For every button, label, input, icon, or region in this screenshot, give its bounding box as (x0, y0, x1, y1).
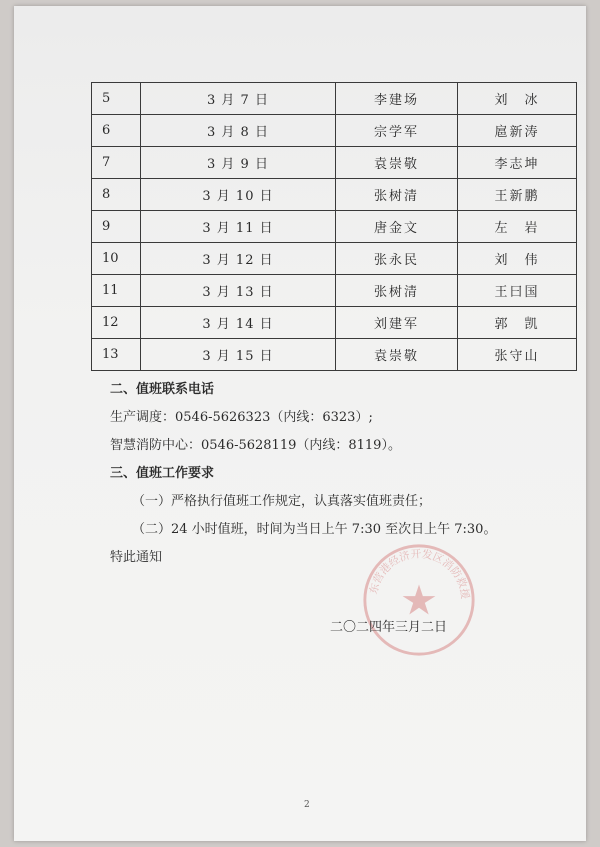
duty-roster-body (92, 83, 577, 371)
section-heading-requirements: 三、值班工作要求 (110, 466, 215, 481)
duty-staff: 张守山 (458, 339, 577, 371)
duty-staff: 王曰国 (458, 275, 577, 307)
row-number: 11 (92, 275, 141, 307)
seal-star-icon (403, 585, 436, 615)
table-row (92, 115, 577, 147)
duty-date: 3 月 14 日 (141, 307, 336, 339)
table-row (92, 339, 577, 371)
duty-leader: 刘建军 (336, 307, 458, 339)
official-seal-stamp (361, 542, 477, 658)
document-page (14, 6, 586, 841)
row-number: 5 (92, 83, 141, 115)
row-number: 13 (92, 339, 141, 371)
table-row (92, 83, 577, 115)
duty-leader: 宗学军 (336, 115, 458, 147)
row-number: 8 (92, 179, 141, 211)
row-number: 10 (92, 243, 141, 275)
row-number: 12 (92, 307, 141, 339)
requirement-item-2: （二）24 小时值班，时间为当日上午 7:30 至次日上午 7:30。 (132, 522, 497, 537)
duty-date: 3 月 9 日 (141, 147, 336, 179)
duty-staff: 李志坤 (458, 147, 577, 179)
requirement-item-1: （一）严格执行值班工作规定，认真落实值班责任； (132, 494, 432, 509)
table-row (92, 147, 577, 179)
duty-date: 3 月 13 日 (141, 275, 336, 307)
duty-date: 3 月 8 日 (141, 115, 336, 147)
row-number: 9 (92, 211, 141, 243)
duty-leader: 袁崇敬 (336, 147, 458, 179)
duty-staff: 左 岩 (458, 211, 577, 243)
duty-leader: 张树清 (336, 179, 458, 211)
section-heading-contact: 二、值班联系电话 (110, 382, 215, 397)
duty-staff: 郭 凯 (458, 307, 577, 339)
duty-leader: 袁崇敬 (336, 339, 458, 371)
contact-line-dispatch: 生产调度：0546-5626323（内线：6323）; (110, 410, 373, 425)
duty-date: 3 月 7 日 (141, 83, 336, 115)
closing-notice: 特此通知 (110, 550, 163, 565)
duty-date: 3 月 15 日 (141, 339, 336, 371)
row-number: 6 (92, 115, 141, 147)
duty-date: 3 月 10 日 (141, 179, 336, 211)
table-row (92, 275, 577, 307)
table-row (92, 179, 577, 211)
row-number: 7 (92, 147, 141, 179)
duty-leader: 张树清 (336, 275, 458, 307)
duty-date: 3 月 11 日 (141, 211, 336, 243)
duty-staff: 王新鹏 (458, 179, 577, 211)
duty-staff: 刘 伟 (458, 243, 577, 275)
duty-staff: 扈新涛 (458, 115, 577, 147)
page-number: 2 (304, 800, 310, 810)
table-row (92, 211, 577, 243)
duty-roster-table (91, 82, 577, 371)
seal-text: 东营港经济开发区消防救援 (366, 547, 472, 600)
contact-line-fire-center: 智慧消防中心：0546-5628119（内线：8119）。 (110, 438, 401, 453)
duty-leader: 李建场 (336, 83, 458, 115)
signature-date: 二〇二四年三月二日 (330, 620, 448, 635)
duty-leader: 唐金文 (336, 211, 458, 243)
duty-staff: 刘 冰 (458, 83, 577, 115)
duty-leader: 张永民 (336, 243, 458, 275)
duty-date: 3 月 12 日 (141, 243, 336, 275)
table-row (92, 243, 577, 275)
table-row (92, 307, 577, 339)
